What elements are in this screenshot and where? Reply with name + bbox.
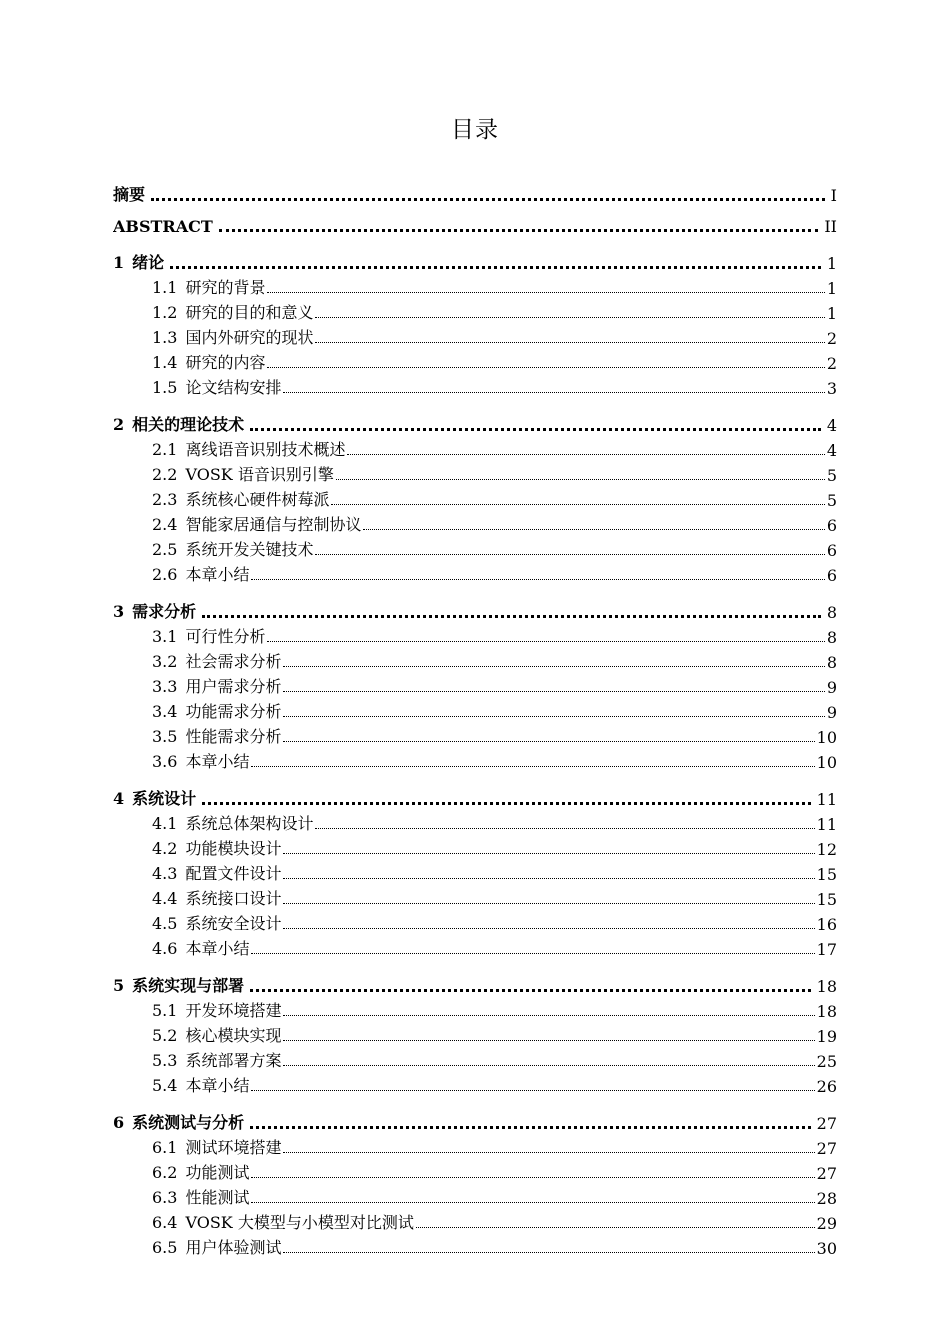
toc-section-label xyxy=(152,861,281,886)
toc-section-entry[interactable] xyxy=(113,537,837,562)
toc-chapter-label xyxy=(113,250,164,275)
toc-section-entry[interactable] xyxy=(113,1185,837,1210)
dot-leader xyxy=(251,1202,814,1203)
toc-section-title: 可行性分析 xyxy=(185,627,266,646)
toc-section-title: 系统安全设计 xyxy=(185,914,282,933)
toc-section-label xyxy=(152,537,313,562)
toc-section-title: 本章小结 xyxy=(185,939,250,958)
toc-section-number: 1.3 xyxy=(152,328,178,347)
toc-chapter-label xyxy=(113,217,213,238)
toc-section-entry[interactable] xyxy=(113,1210,837,1235)
toc-chapter-title: ABSTRACT xyxy=(113,217,213,236)
toc-section-title: 功能模块设计 xyxy=(185,839,282,858)
toc-section-label xyxy=(152,1185,249,1210)
toc-section-title: 系统开发关键技术 xyxy=(185,540,314,559)
toc-section-number: 3.5 xyxy=(152,727,178,746)
toc-page-number: 2 xyxy=(826,329,837,348)
toc-section-number: 3.2 xyxy=(152,652,178,671)
toc-page-number: 17 xyxy=(816,940,837,959)
toc-chapter-label xyxy=(113,786,196,811)
dot-leader xyxy=(251,1177,814,1178)
toc-page-number: 15 xyxy=(816,890,837,909)
dot-leader xyxy=(151,198,825,201)
toc-section-label xyxy=(152,437,345,462)
dot-leader xyxy=(250,989,810,992)
toc-page-number: 9 xyxy=(826,678,837,697)
toc-section-number: 5.2 xyxy=(152,1026,178,1045)
toc-page-number: 1 xyxy=(826,254,837,273)
toc-section-title: VOSK 语音识别引擎 xyxy=(185,465,334,484)
toc-section-title: 智能家居通信与控制协议 xyxy=(185,515,362,534)
toc-section-entry[interactable] xyxy=(113,649,837,674)
toc-section-title: 配置文件设计 xyxy=(185,864,282,883)
toc-section-number: 1.2 xyxy=(152,303,178,322)
dot-leader xyxy=(331,504,824,505)
toc-section-entry[interactable] xyxy=(113,512,837,537)
toc-chapter-entry[interactable] xyxy=(113,406,837,437)
toc-page-number: 1 xyxy=(826,304,837,323)
dot-leader xyxy=(363,529,824,530)
toc-section-entry[interactable] xyxy=(113,275,837,300)
toc-section-entry[interactable] xyxy=(113,886,837,911)
toc-page-number: 10 xyxy=(816,753,837,772)
toc-section-title: 研究的内容 xyxy=(185,353,266,372)
toc-chapter-number: 5 xyxy=(113,976,125,995)
toc-section-title: 用户体验测试 xyxy=(185,1238,282,1257)
toc-section-title: 论文结构安排 xyxy=(185,378,282,397)
toc-chapter-title: 需求分析 xyxy=(132,602,197,621)
toc-section-title: 核心模块实现 xyxy=(185,1026,282,1045)
toc-page-number: 29 xyxy=(816,1214,837,1233)
toc-section-entry[interactable] xyxy=(113,300,837,325)
toc-section-label xyxy=(152,462,334,487)
toc-page-number: 8 xyxy=(826,603,837,622)
toc-chapter-label xyxy=(113,1110,244,1135)
page-title: 目录 xyxy=(451,117,499,143)
toc-section-entry[interactable] xyxy=(113,998,837,1023)
toc-page-number: 4 xyxy=(826,441,837,460)
dot-leader xyxy=(336,479,825,480)
toc-page-number: 4 xyxy=(826,416,837,435)
toc-chapter-title: 系统设计 xyxy=(132,789,197,808)
toc-section-label xyxy=(152,886,281,911)
toc-section-label xyxy=(152,1235,281,1260)
toc-section-entry[interactable] xyxy=(113,1160,837,1185)
toc-section-title: 性能测试 xyxy=(185,1188,250,1207)
toc-chapter-title: 系统测试与分析 xyxy=(132,1113,245,1132)
toc-section-entry[interactable] xyxy=(113,724,837,749)
toc-section-label xyxy=(152,724,281,749)
dot-leader xyxy=(315,317,824,318)
dot-leader xyxy=(283,1065,814,1066)
dot-leader xyxy=(202,802,810,805)
toc-section-title: 用户需求分析 xyxy=(185,677,282,696)
toc-page-number: 6 xyxy=(826,516,837,535)
toc-section-title: 本章小结 xyxy=(185,565,250,584)
toc-section-label xyxy=(152,562,249,587)
toc-page-number: 3 xyxy=(826,379,837,398)
toc-chapter-label xyxy=(113,599,196,624)
toc-section-title: 系统接口设计 xyxy=(185,889,282,908)
toc-section-label xyxy=(152,749,249,774)
toc-section-number: 6.4 xyxy=(152,1213,178,1232)
toc-section-number: 4.1 xyxy=(152,814,178,833)
dot-leader xyxy=(283,741,814,742)
toc-section-entry[interactable] xyxy=(113,1048,837,1073)
toc-section-title: 国内外研究的现状 xyxy=(185,328,314,347)
toc-section-number: 4.2 xyxy=(152,839,178,858)
toc-page-number: 10 xyxy=(816,728,837,747)
toc-chapter-label xyxy=(113,182,145,207)
toc-section-title: 本章小结 xyxy=(185,752,250,771)
toc-page-number: 16 xyxy=(816,915,837,934)
toc-section-entry[interactable] xyxy=(113,462,837,487)
toc-section-label xyxy=(152,836,281,861)
toc-section-title: 性能需求分析 xyxy=(185,727,282,746)
dot-leader xyxy=(283,878,814,879)
dot-leader xyxy=(283,1040,814,1041)
toc-page-number: 8 xyxy=(826,653,837,672)
toc-chapter-label xyxy=(113,973,244,998)
toc-section-number: 2.5 xyxy=(152,540,178,559)
toc-section-title: 功能需求分析 xyxy=(185,702,282,721)
toc-section-title: 研究的目的和意义 xyxy=(185,303,314,322)
toc-section-label xyxy=(152,811,313,836)
toc-section-entry[interactable] xyxy=(113,836,837,861)
dot-leader xyxy=(283,1015,814,1016)
toc-chapter-entry[interactable] xyxy=(113,1104,837,1135)
toc-section-label xyxy=(152,674,281,699)
toc-section-number: 3.3 xyxy=(152,677,178,696)
toc-chapter-entry[interactable] xyxy=(113,176,837,207)
dot-leader xyxy=(283,666,824,667)
toc-section-number: 5.4 xyxy=(152,1076,178,1095)
toc-page-number: 28 xyxy=(816,1189,837,1208)
toc-section-label xyxy=(152,325,313,350)
toc-section-entry[interactable] xyxy=(113,325,837,350)
toc-section-entry[interactable] xyxy=(113,911,837,936)
toc-section-number: 1.4 xyxy=(152,353,178,372)
toc-page-number: 19 xyxy=(816,1027,837,1046)
toc-section-number: 3.1 xyxy=(152,627,178,646)
toc-section-title: 测试环境搭建 xyxy=(185,1138,282,1157)
dot-leader xyxy=(283,392,824,393)
toc-section-title: VOSK 大模型与小模型对比测试 xyxy=(185,1213,414,1232)
toc-section-entry[interactable] xyxy=(113,375,837,400)
toc-section-entry[interactable] xyxy=(113,674,837,699)
toc-section-number: 3.4 xyxy=(152,702,178,721)
toc-section-label xyxy=(152,1048,281,1073)
dot-leader xyxy=(416,1227,815,1228)
toc-section-label xyxy=(152,275,265,300)
dot-leader xyxy=(267,292,824,293)
toc-section-number: 2.3 xyxy=(152,490,178,509)
table-of-contents xyxy=(113,176,837,1260)
dot-leader xyxy=(315,554,824,555)
toc-section-entry[interactable] xyxy=(113,861,837,886)
toc-chapter-number: 6 xyxy=(113,1113,125,1132)
toc-section-label xyxy=(152,1023,281,1048)
toc-section-label xyxy=(152,1073,249,1098)
dot-leader xyxy=(251,1090,814,1091)
toc-section-title: 系统核心硬件树莓派 xyxy=(185,490,330,509)
toc-section-number: 6.3 xyxy=(152,1188,178,1207)
dot-leader xyxy=(170,266,821,269)
toc-page-number: 5 xyxy=(826,466,837,485)
toc-section-title: 社会需求分析 xyxy=(185,652,282,671)
toc-page-number: 30 xyxy=(816,1239,837,1258)
dot-leader xyxy=(267,367,824,368)
dot-leader xyxy=(267,641,824,642)
toc-section-number: 4.5 xyxy=(152,914,178,933)
toc-page-number: 11 xyxy=(816,815,837,834)
toc-section-entry[interactable] xyxy=(113,350,837,375)
toc-chapter-entry[interactable] xyxy=(113,593,837,624)
toc-chapter-entry[interactable] xyxy=(113,967,837,998)
toc-chapter-title: 相关的理论技术 xyxy=(132,415,245,434)
toc-section-number: 2.1 xyxy=(152,440,178,459)
toc-section-number: 2.2 xyxy=(152,465,178,484)
toc-page-number: 27 xyxy=(816,1139,837,1158)
toc-section-title: 本章小结 xyxy=(185,1076,250,1095)
toc-section-number: 5.3 xyxy=(152,1051,178,1070)
toc-section-label xyxy=(152,512,361,537)
dot-leader xyxy=(283,691,824,692)
toc-section-title: 离线语音识别技术概述 xyxy=(185,440,346,459)
toc-page-number: 8 xyxy=(826,628,837,647)
toc-page-number: 25 xyxy=(816,1052,837,1071)
toc-page-number: 18 xyxy=(816,1002,837,1021)
toc-section-entry[interactable] xyxy=(113,1135,837,1160)
dot-leader xyxy=(283,928,814,929)
toc-section-label xyxy=(152,1160,249,1185)
toc-section-entry[interactable] xyxy=(113,1023,837,1048)
toc-page-number: 15 xyxy=(816,865,837,884)
toc-section-label xyxy=(152,998,281,1023)
dot-leader xyxy=(251,766,814,767)
toc-page-number: 1 xyxy=(826,279,837,298)
toc-section-number: 5.1 xyxy=(152,1001,178,1020)
dot-leader xyxy=(283,1252,814,1253)
dot-leader xyxy=(251,953,814,954)
toc-section-label xyxy=(152,375,281,400)
toc-chapter-number: 4 xyxy=(113,789,125,808)
toc-page-number: 5 xyxy=(826,491,837,510)
toc-section-number: 6.5 xyxy=(152,1238,178,1257)
toc-section-label xyxy=(152,487,329,512)
toc-chapter-entry[interactable] xyxy=(113,244,837,275)
toc-section-number: 4.4 xyxy=(152,889,178,908)
dot-leader xyxy=(347,454,824,455)
toc-section-entry[interactable] xyxy=(113,1235,837,1260)
toc-section-number: 4.6 xyxy=(152,939,178,958)
toc-section-entry[interactable] xyxy=(113,1073,837,1098)
toc-section-number: 6.2 xyxy=(152,1163,178,1182)
toc-page-number: 26 xyxy=(816,1077,837,1096)
toc-chapter-number: 2 xyxy=(113,415,125,434)
toc-section-label xyxy=(152,911,281,936)
toc-page-number: 27 xyxy=(816,1164,837,1183)
toc-chapter-label xyxy=(113,412,244,437)
toc-chapter-number: 1 xyxy=(113,253,125,272)
dot-leader xyxy=(283,853,814,854)
toc-section-entry[interactable] xyxy=(113,936,837,961)
toc-section-label xyxy=(152,624,265,649)
toc-section-number: 6.1 xyxy=(152,1138,178,1157)
toc-section-label xyxy=(152,936,249,961)
toc-chapter-title: 系统实现与部署 xyxy=(132,976,245,995)
toc-page-number: 2 xyxy=(826,354,837,373)
dot-leader xyxy=(250,1126,810,1129)
toc-chapter-title: 绪论 xyxy=(132,253,165,272)
toc-section-title: 开发环境搭建 xyxy=(185,1001,282,1020)
toc-section-label xyxy=(152,1210,414,1235)
toc-page-number: I xyxy=(830,186,837,205)
toc-section-title: 系统部署方案 xyxy=(185,1051,282,1070)
dot-leader xyxy=(250,428,821,431)
toc-page-number: 9 xyxy=(826,703,837,722)
dot-leader xyxy=(251,579,824,580)
toc-section-entry[interactable] xyxy=(113,811,837,836)
dot-leader xyxy=(219,229,819,232)
toc-page-number: 12 xyxy=(816,840,837,859)
toc-section-entry[interactable] xyxy=(113,562,837,587)
toc-section-number: 3.6 xyxy=(152,752,178,771)
dot-leader xyxy=(283,1152,814,1153)
toc-page-number: 11 xyxy=(816,790,837,809)
toc-chapter-number: 3 xyxy=(113,602,125,621)
toc-section-entry[interactable] xyxy=(113,437,837,462)
toc-section-label xyxy=(152,699,281,724)
toc-section-number: 1.5 xyxy=(152,378,178,397)
toc-section-title: 系统总体架构设计 xyxy=(185,814,314,833)
toc-section-title: 研究的背景 xyxy=(185,278,266,297)
toc-section-entry[interactable] xyxy=(113,624,837,649)
toc-section-title: 功能测试 xyxy=(185,1163,250,1182)
dot-leader xyxy=(283,716,824,717)
toc-section-number: 4.3 xyxy=(152,864,178,883)
toc-page-number: II xyxy=(824,217,837,236)
toc-section-label xyxy=(152,1135,281,1160)
toc-section-number: 1.1 xyxy=(152,278,178,297)
toc-chapter-title: 摘要 xyxy=(113,185,146,204)
toc-section-entry[interactable] xyxy=(113,749,837,774)
toc-section-entry[interactable] xyxy=(113,699,837,724)
toc-page-number: 6 xyxy=(826,566,837,585)
toc-section-number: 2.4 xyxy=(152,515,178,534)
dot-leader xyxy=(283,903,814,904)
dot-leader xyxy=(315,828,814,829)
toc-page-number: 27 xyxy=(816,1114,837,1133)
toc-section-label xyxy=(152,300,313,325)
toc-section-number: 2.6 xyxy=(152,565,178,584)
toc-chapter-entry[interactable] xyxy=(113,780,837,811)
dot-leader xyxy=(202,615,821,618)
toc-section-label xyxy=(152,649,281,674)
toc-chapter-entry[interactable] xyxy=(113,207,837,238)
dot-leader xyxy=(315,342,824,343)
toc-section-entry[interactable] xyxy=(113,487,837,512)
toc-section-label xyxy=(152,350,265,375)
toc-page-number: 18 xyxy=(816,977,837,996)
toc-page-number: 6 xyxy=(826,541,837,560)
